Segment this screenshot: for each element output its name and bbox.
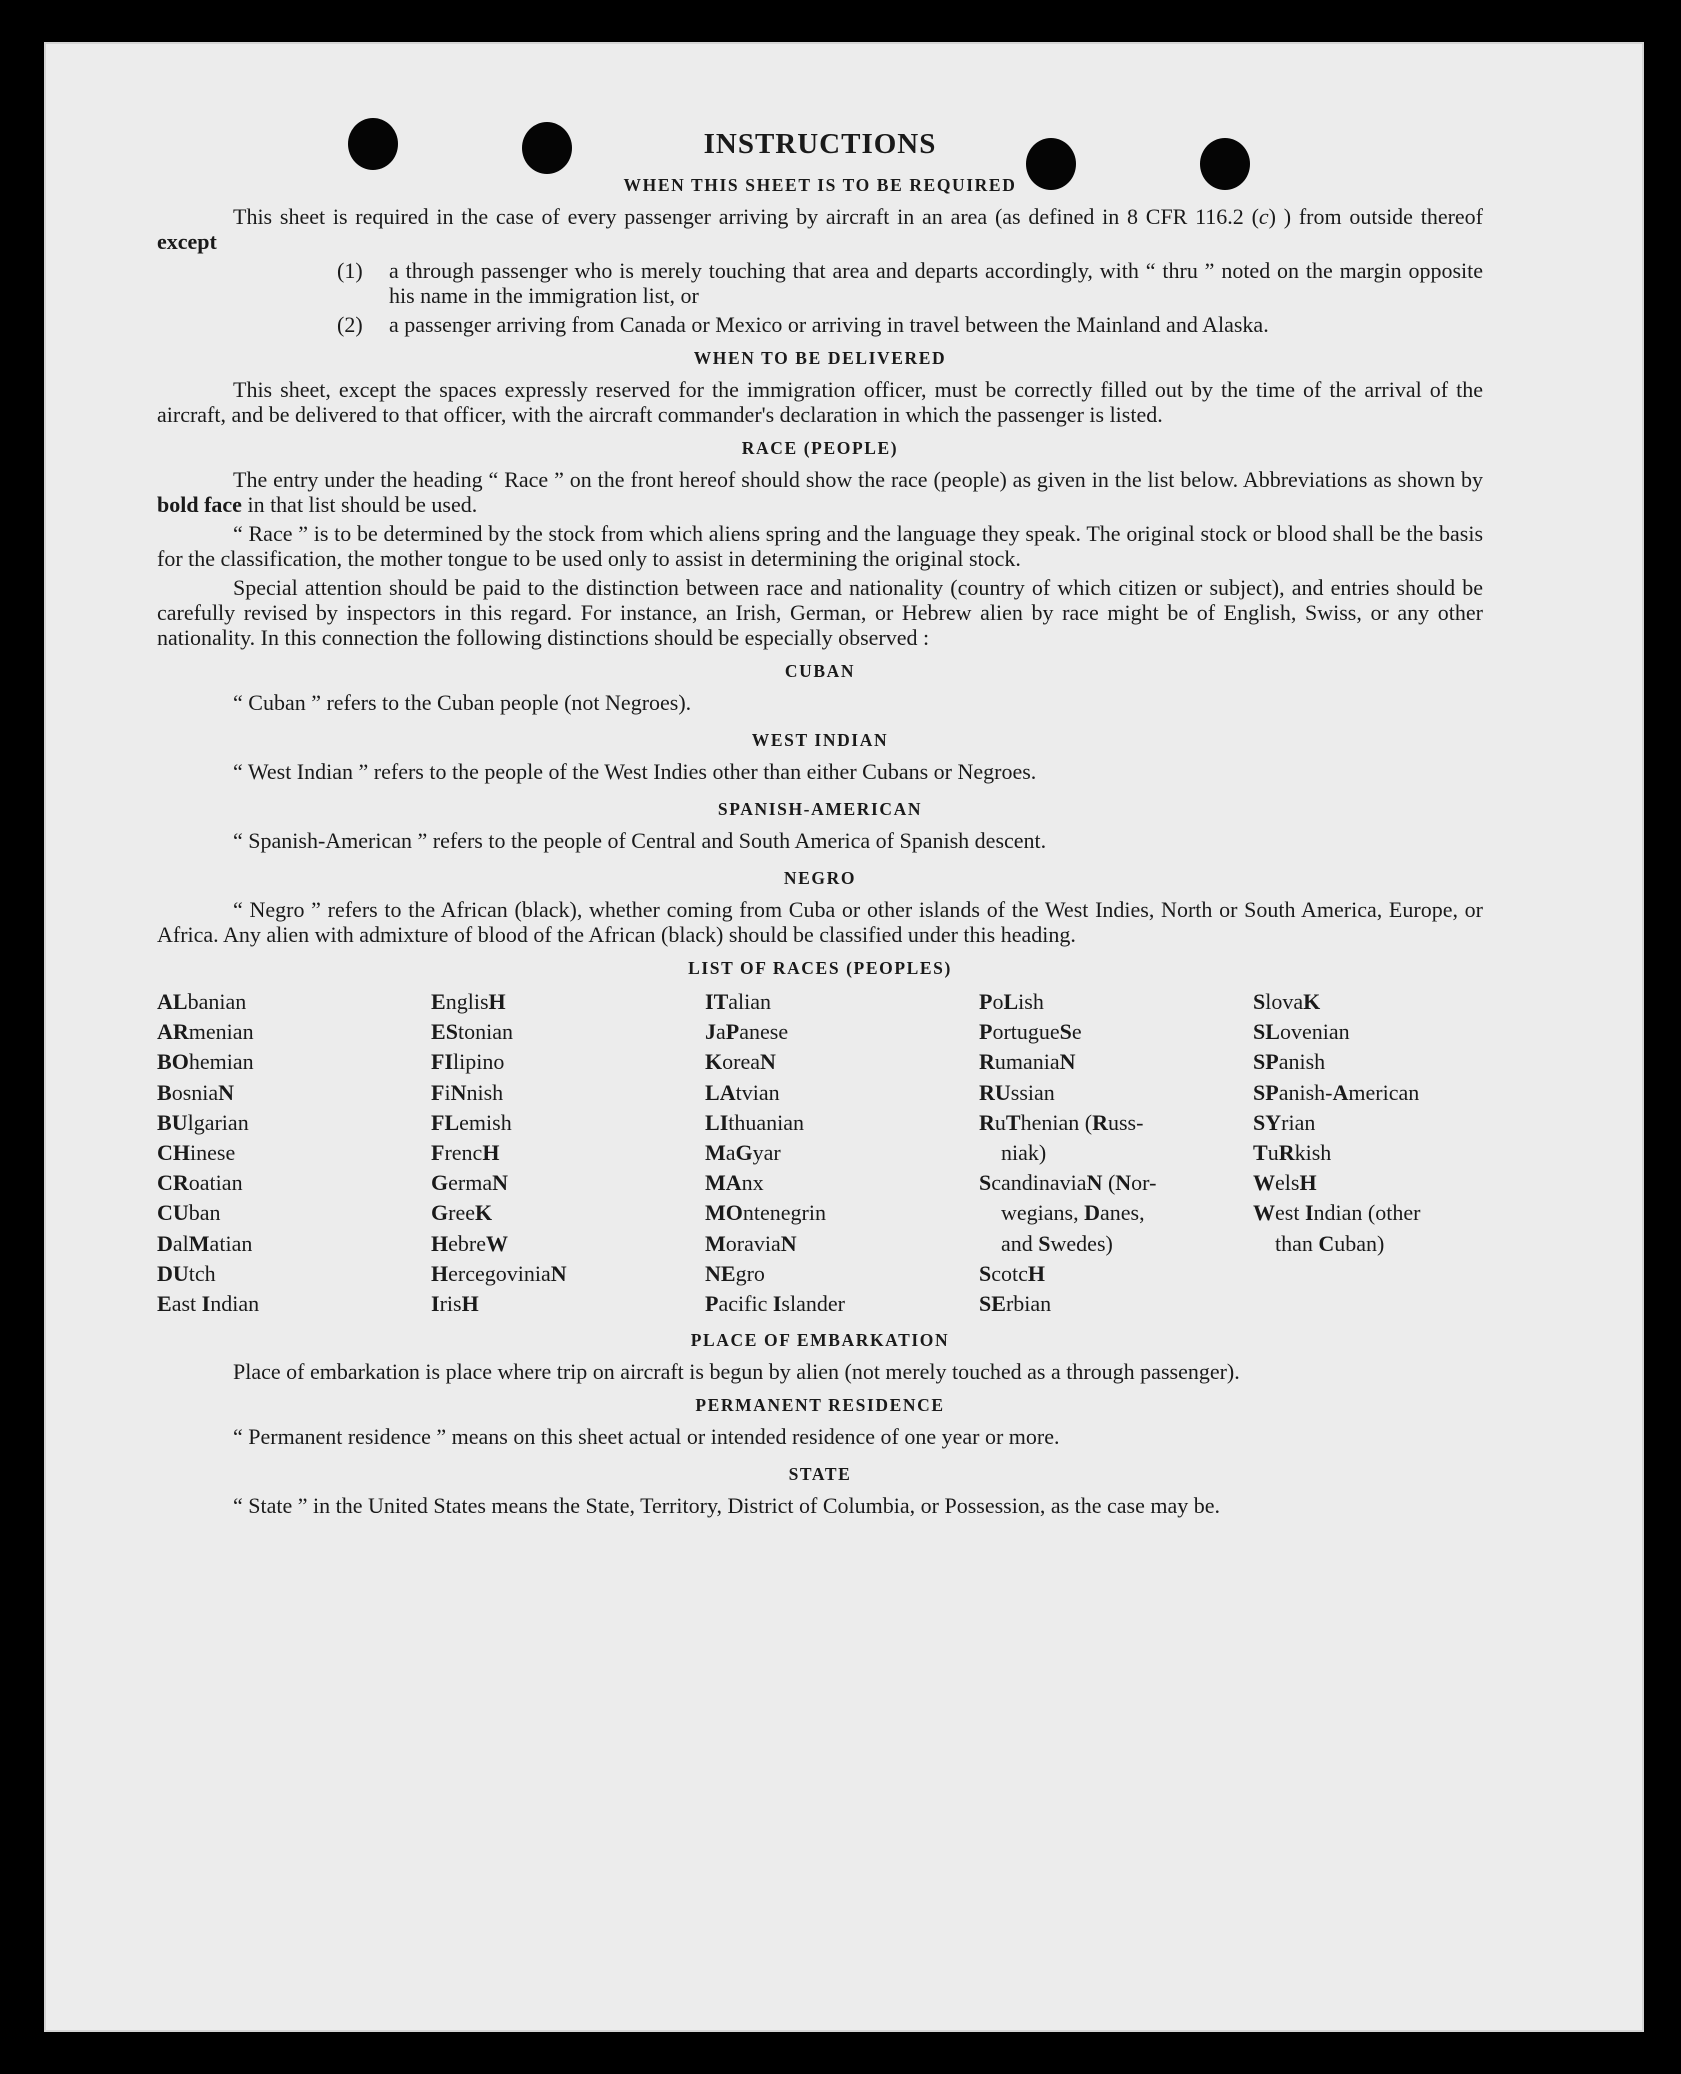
- race-item: EStonian: [431, 1019, 513, 1045]
- race-item: FiNnish: [431, 1079, 504, 1105]
- race-item: wegians, Danes,: [1001, 1200, 1145, 1226]
- races-column: [157, 987, 407, 1319]
- instructions-content: [157, 128, 1483, 1518]
- west-indian-text: “ West Indian ” refers to the people of the West Indies other than either Cubans or Negroes.: [233, 759, 1037, 784]
- race-paragraph-2: “ Race ” is to be determined by the stock from which aliens spring and the language they speak. The original stock or blood shall be the basis for the classification, the mother tongue to be used only to assist in determining the original stock.: [157, 521, 1483, 571]
- page-title: INSTRUCTIONS: [703, 128, 937, 160]
- race-item: FLemish: [431, 1109, 512, 1135]
- race-item: West Indian (other: [1253, 1200, 1421, 1226]
- race-item: LAtvian: [705, 1079, 780, 1105]
- race-item: JaPanese: [705, 1019, 789, 1045]
- race-item: NEgro: [705, 1260, 765, 1286]
- condition-item: (2) a passenger arriving from Canada or Mexico or arriving in travel between the Mainland and Alaska.: [337, 312, 1269, 337]
- race-item: LIthuanian: [705, 1109, 805, 1135]
- section-heading-required: WHEN THIS SHEET IS TO BE REQUIRED: [623, 175, 1017, 195]
- race-item: DUtch: [157, 1260, 216, 1286]
- race-item: FrencH: [431, 1140, 500, 1166]
- race-item: KoreaN: [705, 1049, 776, 1075]
- race-item: BUlgarian: [157, 1109, 249, 1135]
- spanish-american-text: “ Spanish-American ” refers to the people of Central and South America of Spanish descent.: [233, 828, 1047, 853]
- race-item: HebreW: [431, 1230, 508, 1256]
- race-item: DalMatian: [157, 1230, 253, 1256]
- race-item: niak): [1001, 1140, 1047, 1166]
- section-heading-delivered: WHEN TO BE DELIVERED: [693, 348, 947, 368]
- race-item: CRoatian: [157, 1170, 243, 1196]
- race-item: ALbanian: [157, 989, 247, 1014]
- races-column: [979, 987, 1229, 1319]
- race-item: TuRkish: [1253, 1140, 1332, 1166]
- race-item: CHinese: [157, 1140, 236, 1166]
- delivered-text: This sheet, except the spaces expressly reserved for the immigration officer, must be correctly filled out by the time of the arrival of the aircraft, and be delivered to that officer, with the aircraft commander's declaration in which the passenger is listed.: [157, 377, 1483, 427]
- race-item: HercegoviniaN: [431, 1260, 567, 1286]
- race-item: BosniaN: [157, 1079, 235, 1105]
- negro-text: “ Negro ” refers to the African (black), whether coming from Cuba or other islands of the West Indies, North or South America, Europe, or Africa. Any alien with admixture of blood of the African (black) should be classified under this heading.: [157, 897, 1483, 947]
- race-item: MOntenegrin: [705, 1200, 826, 1226]
- race-item: PortugueSe: [979, 1019, 1082, 1045]
- section-heading-negro: NEGRO: [783, 868, 857, 888]
- section-heading-embarkation: PLACE OF EMBARKATION: [690, 1330, 950, 1351]
- race-item: Pacific Islander: [705, 1291, 845, 1317]
- race-item: RUssian: [979, 1079, 1055, 1105]
- race-item: EnglisH: [431, 989, 506, 1014]
- race-item: BOhemian: [157, 1049, 254, 1075]
- races-list: [157, 987, 1483, 1319]
- races-column: [1253, 987, 1483, 1319]
- required-intro: This sheet is required in the case of every passenger arriving by aircraft in an area (as defined in 8 CFR 116.2 (c) ) from outside thereof except: [157, 204, 1484, 254]
- race-item: SErbian: [979, 1291, 1052, 1317]
- race-item: ARmenian: [157, 1019, 254, 1045]
- section-heading-cuban: CUBAN: [784, 661, 856, 681]
- section-heading-spanish-american: SPANISH-AMERICAN: [717, 799, 923, 819]
- race-item: CUban: [157, 1200, 221, 1226]
- race-paragraph-1: The entry under the heading “ Race ” on the front hereof should show the race (people) as given in the list below. Abbreviations as shown by bold face in that list should be used.: [157, 467, 1483, 517]
- race-item: RuThenian (Russ-: [979, 1109, 1144, 1135]
- race-item: FIlipino: [431, 1049, 505, 1075]
- race-item: GreeK: [431, 1200, 493, 1226]
- race-item: MaGyar: [705, 1140, 781, 1166]
- race-item: RumaniaN: [979, 1049, 1076, 1075]
- residence-text: “ Permanent residence ” means on this sheet actual or intended residence of one year or more.: [233, 1424, 1060, 1450]
- embarkation-text: Place of embarkation is place where trip on aircraft is begun by alien (not merely touched as a through passenger).: [233, 1359, 1240, 1385]
- race-item: East Indian: [157, 1291, 260, 1317]
- race-item: SlovaK: [1253, 989, 1321, 1014]
- state-text: “ State ” in the United States means the State, Territory, District of Columbia, or Possession, as the case may be.: [233, 1493, 1221, 1519]
- race-item: MAnx: [705, 1170, 764, 1196]
- race-item: IrisH: [431, 1291, 479, 1317]
- race-item: SPanish-American: [1253, 1079, 1420, 1105]
- cuban-text: “ Cuban ” refers to the Cuban people (not Negroes).: [233, 690, 692, 715]
- section-heading-race: RACE (PEOPLE): [741, 438, 899, 458]
- race-item: MoraviaN: [705, 1230, 797, 1256]
- race-item: GermaN: [431, 1170, 508, 1196]
- section-heading-residence: PERMANENT RESIDENCE: [695, 1395, 945, 1416]
- race-item: SLovenian: [1253, 1019, 1350, 1045]
- section-heading-list-of-races: LIST OF RACES (PEOPLES): [688, 958, 952, 978]
- race-item: WelsH: [1253, 1170, 1317, 1196]
- race-item: PoLish: [979, 989, 1044, 1014]
- section-heading-state: STATE: [788, 1464, 852, 1485]
- race-item: than Cuban): [1275, 1230, 1385, 1256]
- races-column: [705, 987, 955, 1319]
- race-item: ScotcH: [979, 1260, 1046, 1286]
- races-column: [431, 987, 681, 1319]
- race-item: ScandinaviaN (Nor-: [979, 1170, 1157, 1196]
- race-item: SYrian: [1253, 1109, 1316, 1135]
- race-item: and Swedes): [1001, 1230, 1113, 1256]
- race-item: ITalian: [705, 989, 772, 1014]
- race-item: SPanish: [1253, 1049, 1326, 1075]
- race-paragraph-3: Special attention should be paid to the distinction between race and nationality (country of which citizen or subject), and entries should be carefully revised by inspectors in this regard. For instance, an Irish, German, or Hebrew alien by race might be of English, Swiss, or any other nationality. In this connection the following distinctions should be especially observed :: [157, 575, 1483, 650]
- section-heading-west-indian: WEST INDIAN: [751, 730, 889, 750]
- condition-item: (1) a through passenger who is merely touching that area and departs accordingly, with “ thru ” noted on the margin opposite his name in the immigration list, or: [337, 258, 1483, 308]
